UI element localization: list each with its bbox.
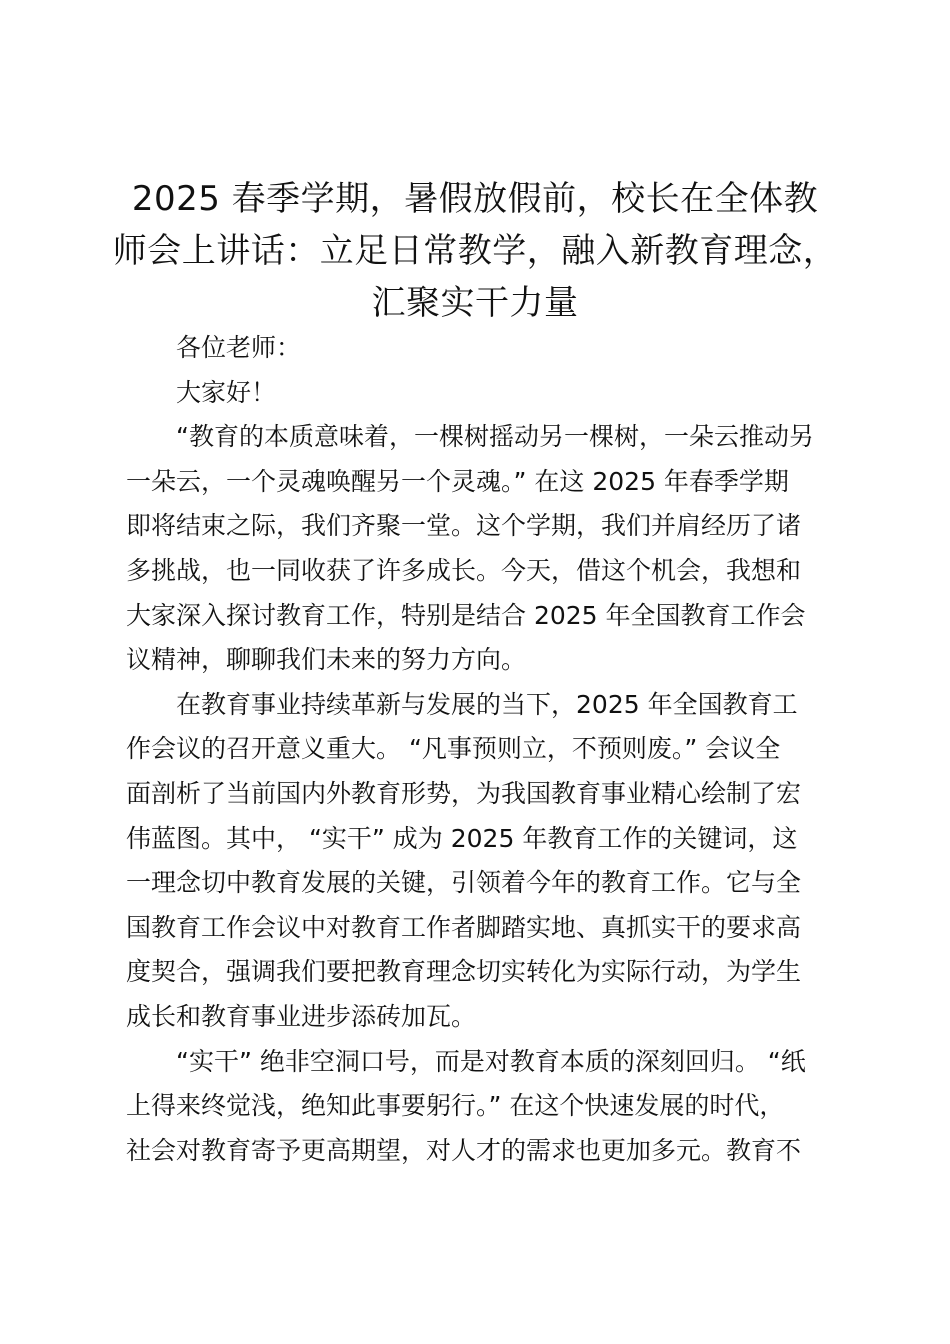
greeting-text: 大家好！ bbox=[176, 377, 277, 407]
paragraph-line: 成长和教育事业进步添砖加瓦。 bbox=[126, 1001, 477, 1031]
paragraph-line: 多挑战，也一同收获了许多成长。今天，借这个机会，我想和 bbox=[126, 555, 802, 585]
paragraph-line: 在教育事业持续革新与发展的当下，2025 年全国教育工 bbox=[176, 689, 798, 719]
salutation bbox=[126, 326, 846, 371]
paragraph-line: 上得来终觉浅，绝知此事要躬行。” 在这个快速发展的时代， bbox=[126, 1091, 785, 1121]
document-body bbox=[126, 326, 846, 1173]
title-line: 2025 春季学期，暑假放假前，校长在全体教 bbox=[131, 179, 819, 219]
paragraph-line: 即将结束之际，我们齐聚一堂。这个学期，我们并肩经历了诸 bbox=[126, 511, 802, 541]
paragraph-line: 一朵云，一个灵魂唤醒另一个灵魂。” 在这 2025 年春季学期 bbox=[126, 466, 789, 496]
paragraph-line: 作会议的召开意义重大。 “凡事预则立，不预则废。” 会议全 bbox=[126, 734, 781, 764]
title-line: 汇聚实干力量 bbox=[371, 283, 579, 323]
greeting bbox=[126, 371, 846, 416]
paragraph-line: 大家深入探讨教育工作，特别是结合 2025 年全国教育工作会 bbox=[126, 600, 806, 630]
paragraph-line: 国教育工作会议中对教育工作者脚踏实地、真抓实干的要求高 bbox=[126, 912, 802, 942]
paragraph-line: “教育的本质意味着，一棵树摇动另一棵树，一朵云推动另 bbox=[176, 422, 814, 452]
paragraph-line: 一理念切中教育发展的关键，引领着今年的教育工作。它与全 bbox=[126, 868, 802, 898]
paragraph-3 bbox=[126, 1040, 846, 1174]
salutation-text: 各位老师： bbox=[176, 333, 302, 362]
paragraph-2 bbox=[126, 683, 846, 1040]
paragraph-line: 面剖析了当前国内外教育形势，为我国教育事业精心绘制了宏 bbox=[126, 778, 802, 808]
title-line: 师会上讲话：立足日常教学，融入新教育理念， bbox=[112, 231, 838, 271]
document-title bbox=[108, 173, 842, 329]
paragraph-line: 伟蓝图。其中， “实干” 成为 2025 年教育工作的关键词，这 bbox=[126, 823, 798, 853]
paragraph-line: “实干” 绝非空洞口号，而是对教育本质的深刻回归。 “纸 bbox=[176, 1046, 806, 1076]
paragraph-line: 议精神，聊聊我们未来的努力方向。 bbox=[126, 645, 527, 675]
paragraph-line: 社会对教育寄予更高期望，对人才的需求也更加多元。教育不 bbox=[126, 1135, 802, 1165]
paragraph-1 bbox=[126, 415, 846, 683]
paragraph-line: 度契合，强调我们要把教育理念切实转化为实际行动，为学生 bbox=[126, 957, 802, 987]
